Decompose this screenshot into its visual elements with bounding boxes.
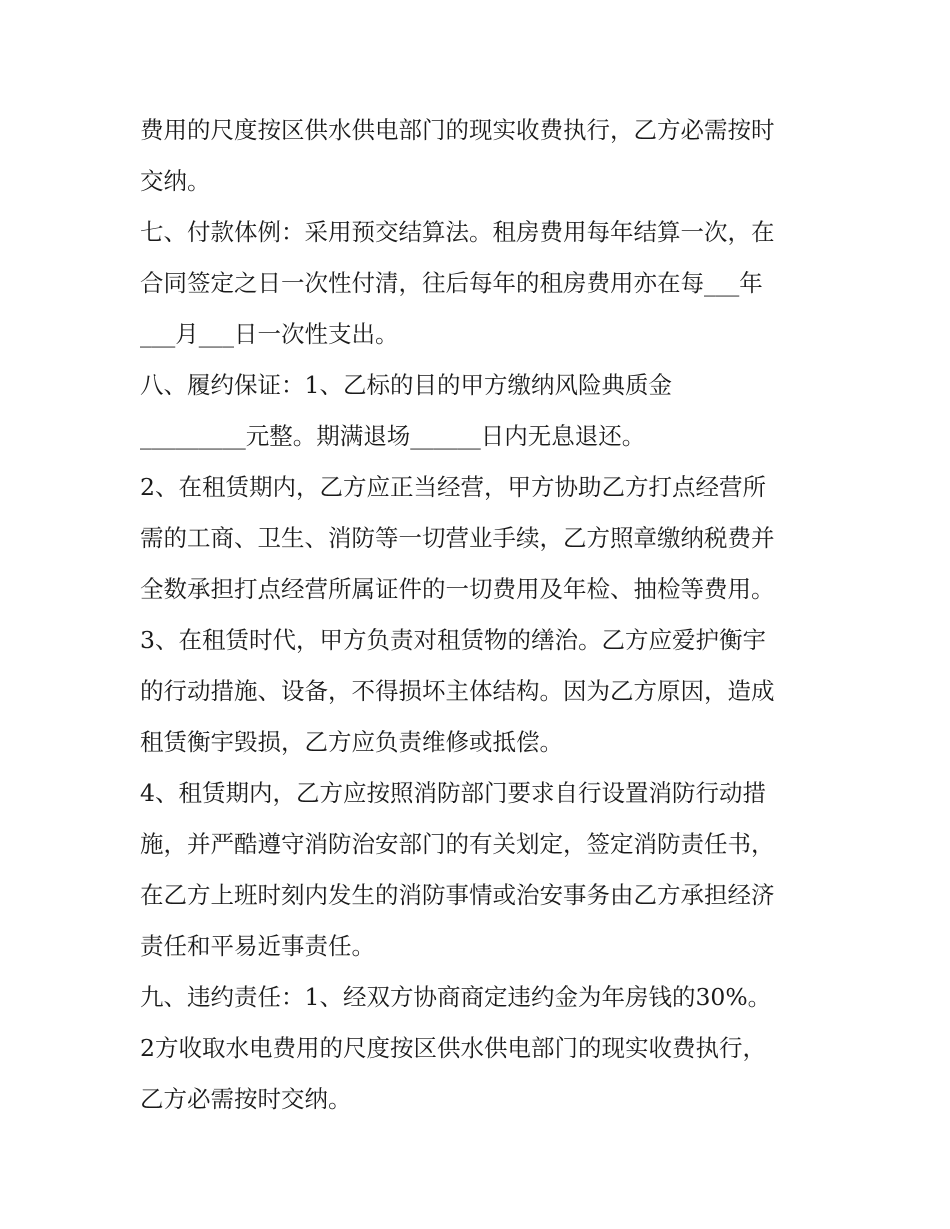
clause-4: 4、租赁期内，乙方应按照消防部门要求自行设置消防行动措 <box>140 779 766 807</box>
text-line: 合同签定之日一次性付清，往后每年的租房费用亦在每___年 <box>140 269 763 297</box>
section-breach-heading: 九、违约责任：1、经双方协商商定违约金为年房钱的30%。 <box>140 983 772 1011</box>
text-line: 交纳。 <box>140 167 211 195</box>
section-guarantee-heading: 八、履约保证：1、乙标的目的甲方缴纳风险典质金 <box>140 371 672 399</box>
text-line: 乙方必需按时交纳。 <box>140 1085 352 1113</box>
contract-body <box>140 105 820 1125</box>
text-line: 需的工商、卫生、消防等一切营业手续，乙方照章缴纳税费并 <box>140 524 775 552</box>
text-line: _________元整。期满退场______日内无息退还。 <box>140 422 646 450</box>
text-line: 费用的尺度按区供水供电部门的现实收费执行，乙方必需按时 <box>140 116 775 144</box>
clause-3: 3、在租赁时代，甲方负责对租赁物的缮治。乙方应爱护衡宇 <box>140 626 766 654</box>
text-line: 2方收取水电费用的尺度按区供水供电部门的现实收费执行， <box>140 1034 766 1062</box>
section-payment-heading: 七、付款体例：采用预交结算法。租房费用每年结算一次，在 <box>140 218 775 246</box>
text-line: 租赁衡宇毁损，乙方应负责维修或抵偿。 <box>140 728 563 756</box>
text-line: 责任和平易近事责任。 <box>140 932 375 960</box>
text-line: 全数承担打点经营所属证件的一切费用及年检、抽检等费用。 <box>140 575 775 603</box>
text-line: ___月___日一次性支出。 <box>140 320 399 348</box>
clause-2: 2、在租赁期内，乙方应正当经营，甲方协助乙方打点经营所 <box>140 473 766 501</box>
text-line: 施，并严酷遵守消防治安部门的有关划定，签定消防责任书， <box>140 830 775 858</box>
text-line: 的行动措施、设备，不得损坏主体结构。因为乙方原因，造成 <box>140 677 775 705</box>
text-line: 在乙方上班时刻内发生的消防事情或治安事务由乙方承担经济 <box>140 881 775 909</box>
